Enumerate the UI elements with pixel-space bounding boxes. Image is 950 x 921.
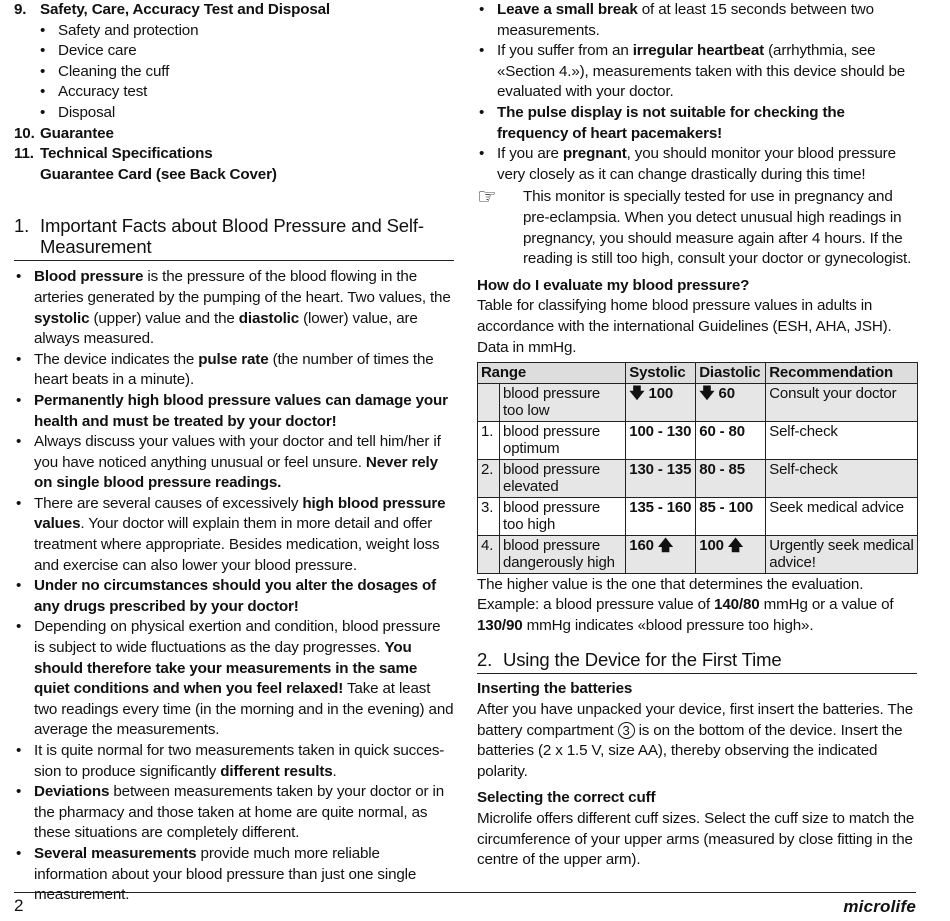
- right-column: [477, 0, 917, 871]
- list-item: • There are several causes of excessively high blood pressure values. Your doctor will explain them in more detail and offer treatment where appropriate. Besides medication, weight loss and exercise can also lower your blood pressure.: [14, 494, 454, 576]
- list-item: • Under no circumstances should you alter the dosages of any drugs prescribed by your doctor!: [14, 576, 454, 617]
- pointing-hand-icon: ☞: [477, 184, 497, 210]
- col-header-systolic: Systolic: [626, 363, 696, 384]
- arrow-up-icon: 🡅: [723, 536, 744, 554]
- table-row: 3. blood pressure too high 135 - 160 85 - 100 Seek medical advice: [478, 497, 918, 535]
- toc-sub-item: • Safety and protection: [14, 21, 454, 42]
- brand-logo: microlife: [843, 897, 916, 916]
- table-header-row: [478, 363, 918, 384]
- toc-item-11: 11. Technical Specifications: [14, 145, 213, 163]
- section-1-heading: 1. Important Facts about Blood Pressure and Self-Measurement: [14, 215, 454, 261]
- precautions-list: [477, 0, 917, 185]
- list-item: • Blood pressure is the pressure of the blood flowing in the arteries generated by the pumping of the heart. Two values, the systolic (upper) value and the diastolic (lower) value, are always measured.: [14, 267, 454, 349]
- list-item: • Depending on physical exertion and condition, blood pressure is subject to wide fluctuations as the day progresses. You should therefore take your measurements in the same quiet conditions and when you feel relaxed! Take at least two readings every time (in the morning and in the evening) and average the measurements.: [14, 617, 454, 741]
- list-item: • Permanently high blood pressure values can damage your health and must be treated by your doctor!: [14, 391, 454, 432]
- list-item: • Leave a small break of at least 15 seconds between two measurements.: [477, 0, 917, 41]
- evaluation-note: The higher value is the one that determines the evaluation. Example: a blood pressure value of 140/80 mmHg or a value of 130/90 mmHg indicates «blood pressure too high».: [477, 575, 894, 634]
- cuff-text: Microlife offers different cuff sizes. Select the cuff size to match the circumference of your upper arms (measured by close fitting in the centre of the upper arm).: [477, 809, 915, 869]
- facts-list: [14, 267, 454, 905]
- toc-sub-item: • Device care: [14, 41, 454, 62]
- col-header-diastolic: Diastolic: [696, 363, 766, 384]
- inserting-batteries-heading: Inserting the batteries: [477, 680, 633, 698]
- table-row: blood pressure too low 🡇 100 🡇 60 Consult your doctor: [478, 383, 918, 421]
- toc-sub-item: • Accuracy test: [14, 82, 454, 103]
- arrow-down-icon: 🡇: [629, 384, 649, 402]
- list-item: • If you suffer from an irregular heartbeat (arrhythmia, see «Section 4.»), measurements taken with this device should be evaluated with your doctor.: [477, 41, 917, 103]
- toc-guarantee-card: Guarantee Card (see Back Cover): [40, 165, 277, 183]
- cuff-heading: Selecting the correct cuff: [477, 789, 656, 807]
- pregnancy-note: ☞ This monitor is specially tested for use in pregnancy and pre-eclampsia. When you detect unusual high readings in pregnancy, you should measure again after 4 hours. If the reading is still too high, consult your doctor or gynecologist.: [477, 187, 917, 269]
- batteries-text: After you have unpacked your device, first insert the batteries. The battery compartment 3 is on the bottom of the device. Insert the batteries (2 x 1.5 V, size AA), thereby observing the indicated polarity.: [477, 700, 914, 780]
- list-item: • Deviations between measurements taken by your doctor or in the pharmacy and those taken at home are quite normal, as these situations are completely different.: [14, 782, 454, 844]
- table-row: 2. blood pressure elevated 130 - 135 80 - 85 Self-check: [478, 459, 918, 497]
- table-intro: Table for classifying home blood pressure values in adults in accordance with the international Guidelines (ESH, AHA, JSH). Data in mmHg.: [477, 297, 892, 356]
- list-item: • Always discuss your values with your doctor and tell him/her if you have noticed anything unusual or feel unsure. Never rely on single blood pressure readings.: [14, 432, 454, 494]
- list-item: • It is quite normal for two measurements taken in quick succes-sion to produce significantly different results.: [14, 741, 454, 782]
- list-item: • Several measurements provide much more reliable information about your blood pressure than just one single measurement.: [14, 844, 454, 906]
- list-item: • The pulse display is not suitable for checking the frequency of heart pacemakers!: [477, 103, 917, 144]
- section-2-heading: 2. Using the Device for the First Time: [477, 649, 917, 674]
- bp-classification-table: [477, 362, 918, 574]
- page-footer: [14, 892, 916, 916]
- toc-sub-item: • Disposal: [14, 103, 454, 124]
- list-item: • If you are pregnant, you should monitor your blood pressure very closely as it can change drastically during this time!: [477, 144, 917, 185]
- table-row: 1. blood pressure optimum 100 - 130 60 - 80 Self-check: [478, 421, 918, 459]
- toc-item-10: 10. Guarantee: [14, 124, 114, 142]
- toc-sub-item: • Cleaning the cuff: [14, 62, 454, 83]
- evaluate-heading: How do I evaluate my blood pressure?: [477, 276, 750, 294]
- toc-item-9: 9. Safety, Care, Accuracy Test and Disposal: [14, 1, 330, 18]
- left-column: [14, 0, 454, 906]
- page-number: 2: [14, 896, 24, 915]
- list-item: • The device indicates the pulse rate (the number of times the heart beats in a minute).: [14, 350, 454, 391]
- col-header-recommendation: Recommendation: [766, 363, 918, 384]
- arrow-up-icon: 🡅: [653, 536, 674, 554]
- arrow-down-icon: 🡇: [699, 384, 719, 402]
- col-header-range: Range: [478, 363, 626, 384]
- callout-number: 3: [618, 722, 635, 739]
- table-row: 4. blood pressure dangerously high 160 🡅 100 🡅 Urgently seek medical advice!: [478, 535, 918, 573]
